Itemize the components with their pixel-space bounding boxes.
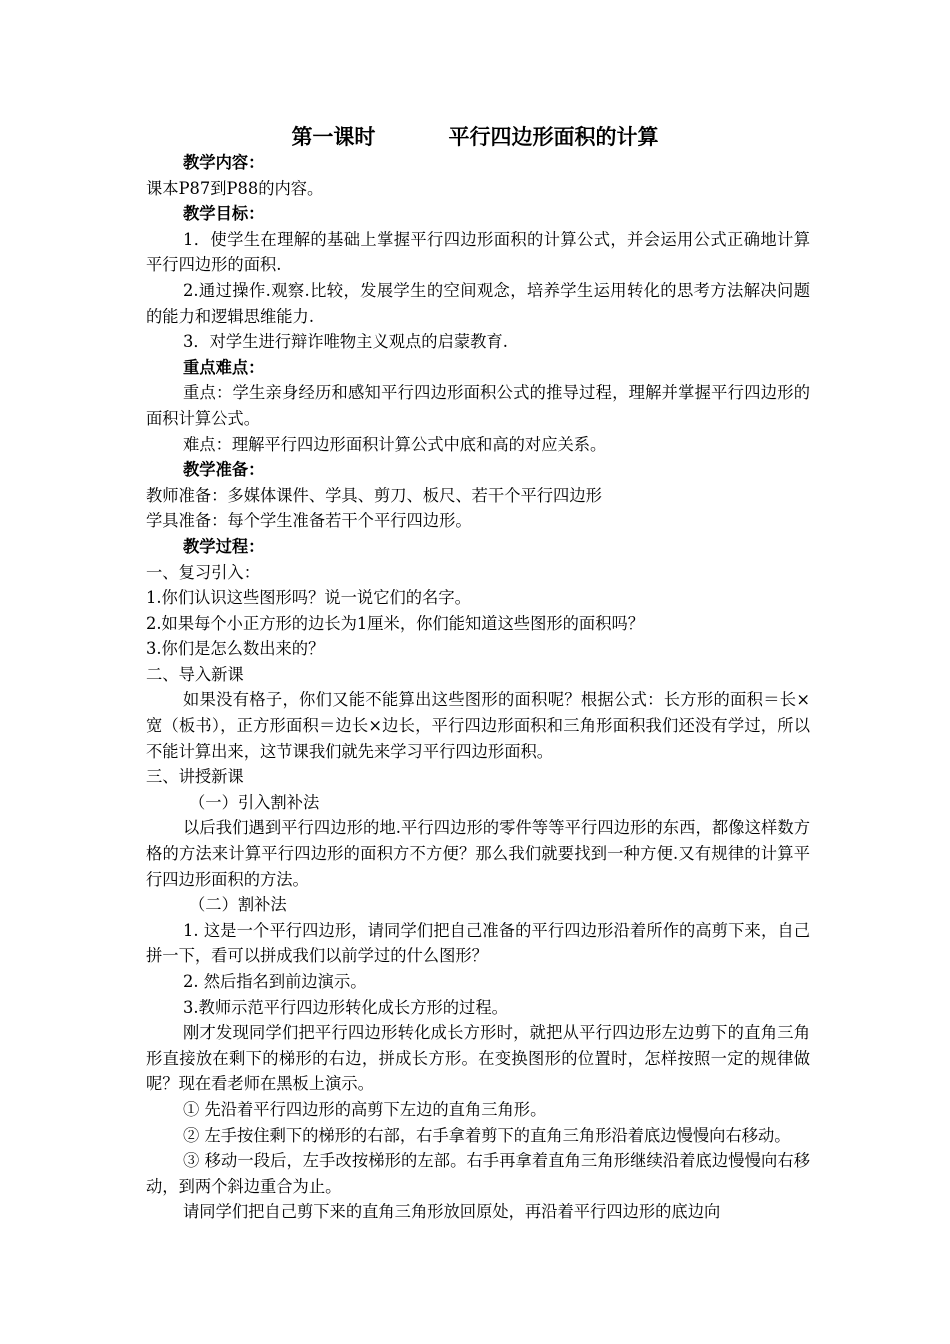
step-1: ① 先沿着平行四边形的高剪下左边的直角三角形。 — [183, 1099, 547, 1119]
key-point: 重点：学生亲身经历和感知平行四边形面积公式的推导过程，理解并掌握平行四边形的面积计算公式。 — [146, 383, 810, 428]
lesson-title: 第一课时 平行四边形面积的计算 — [291, 125, 659, 149]
lesson-body — [146, 150, 810, 1225]
review-question-1: 1.你们认识这些图形吗？说一说它们的名字。 — [146, 588, 471, 608]
review-question-3: 3.你们是怎么数出来的？ — [146, 639, 325, 659]
heading-teaching-content: 教学内容： — [183, 153, 265, 172]
subsection-cut-fill-intro: （一）引入割补法 — [189, 792, 320, 812]
cut-fill-item-3: 3.教师示范平行四边形转化成长方形的过程。 — [183, 997, 508, 1017]
closing-paragraph: 请同学们把自己剪下来的直角三角形放回原处，再沿着平行四边形的底边向 — [183, 1202, 721, 1222]
teaching-content-text: 课本P87到P88的内容。 — [146, 178, 324, 198]
review-question-2: 2.如果每个小正方形的边长为1厘米，你们能知道这些图形的面积吗？ — [146, 613, 645, 633]
heading-key-points: 重点难点： — [183, 357, 265, 377]
step-3: ③ 移动一段后，左手改按梯形的左部。右手再拿着直角三角形继续沿着底边慢慢向右移动，到两个斜边重合为止。 — [146, 1151, 810, 1196]
section-review: 一、复习引入： — [146, 562, 260, 582]
cut-fill-item-1: 1. 这是一个平行四边形，请同学们把自己准备的平行四边形沿着所作的高剪下来，自己拼一下，看可以拼成我们以前学过的什么图形？ — [146, 920, 810, 966]
student-preparation: 学具准备：每个学生准备若干个平行四边形。 — [146, 511, 472, 531]
goal-1: 1．使学生在理解的基础上掌握平行四边形面积的计算公式，并会运用公式正确地计算平行四边形的面积. — [146, 229, 810, 275]
heading-teaching-process: 教学过程： — [183, 536, 265, 556]
cut-fill-paragraph: 刚才发现同学们把平行四边形转化成长方形时，就把从平行四边形左边剪下的直角三角形直接放在剩下的梯形的右边，拼成长方形。在变换图形的位置时，怎样按照一定的规律做呢？现在看老师在黑板上演示。 — [146, 1023, 810, 1094]
cut-fill-item-2: 2. 然后指名到前边演示。 — [183, 972, 367, 991]
goal-3: 3．对学生进行辩诈唯物主义观点的启蒙教育. — [183, 332, 508, 352]
cut-fill-intro-paragraph: 以后我们遇到平行四边形的地.平行四边形的零件等等平行四边形的东西，都像这样数方格的方法来计算平行四边形的面积方不方便？那么我们就要找到一种方便.又有规律的计算平行四边形面积的方法。 — [146, 818, 810, 889]
step-2: ② 左手按住剩下的梯形的右部，右手拿着剪下的直角三角形沿着底边慢慢向右移动。 — [183, 1125, 791, 1145]
teacher-preparation: 教师准备：多媒体课件、学具、剪刀、板尺、若干个平行四边形 — [146, 485, 602, 505]
heading-preparation: 教学准备： — [183, 460, 265, 480]
introduce-paragraph: 如果没有格子，你们又能不能算出这些图形的面积呢？根据公式：长方形的面积＝长×宽（板书），正方形面积＝边长×边长，平行四边形面积和三角形面积我们还没有学过，所以不能计算出来，这节课我们就先来学习平行四边形面积。 — [146, 690, 810, 761]
heading-teaching-goals: 教学目标： — [183, 204, 265, 224]
section-new-lesson: 三、讲授新课 — [146, 767, 244, 787]
section-introduce: 二、导入新课 — [146, 664, 244, 684]
difficult-point: 难点：理解平行四边形面积计算公式中底和高的对应关系。 — [183, 434, 607, 454]
subsection-cut-fill: （二）割补法 — [189, 895, 287, 915]
goal-2: 2.通过操作.观察.比较，发展学生的空间观念，培养学生运用转化的思考方法解决问题的能力和逻辑思维能力. — [146, 280, 810, 326]
